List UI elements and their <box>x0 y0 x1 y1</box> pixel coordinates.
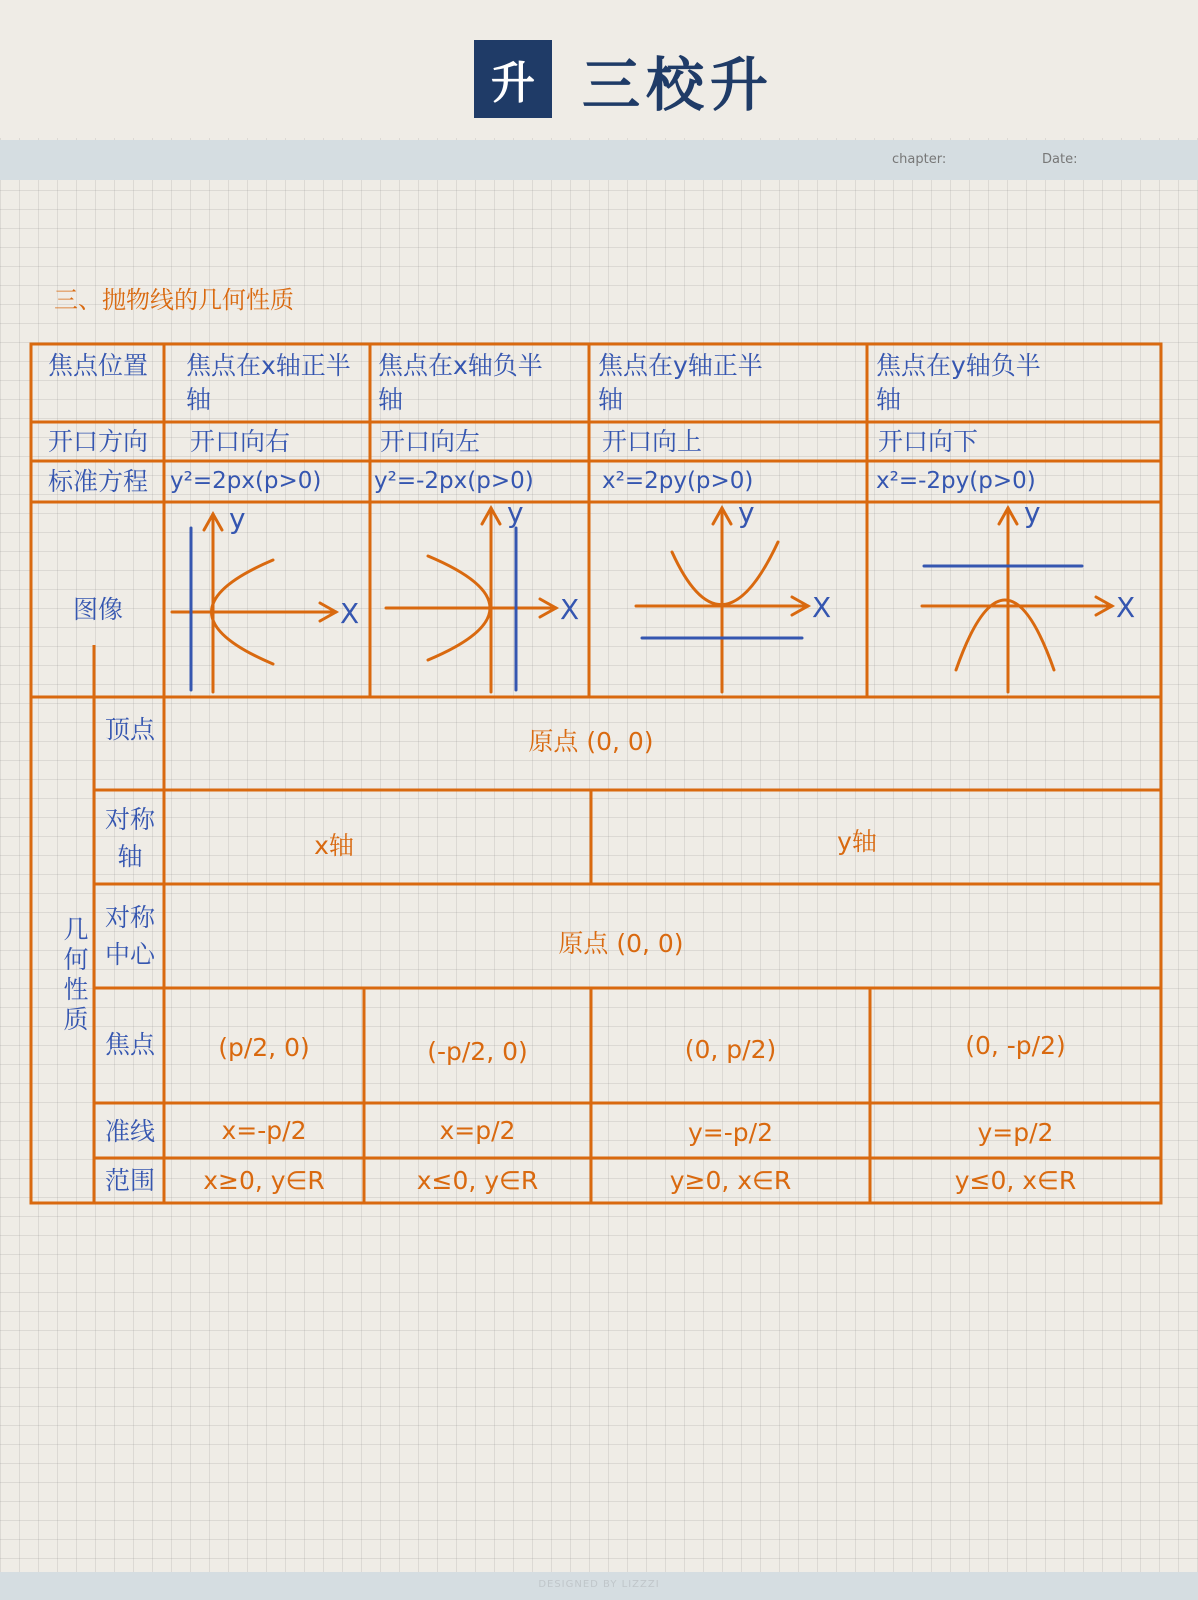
graph3-y-label: y <box>738 496 755 529</box>
graph2-x-label: X <box>560 593 580 626</box>
label-focus: 焦点 <box>104 1030 155 1059</box>
graph1-y-label: y <box>229 502 246 535</box>
col1-equation: y²=2px(p>0) <box>170 468 322 495</box>
col3-range: y≥0, x∈R <box>669 1166 792 1195</box>
graph1-x-label: X <box>340 597 360 630</box>
col4-focus: (0, -p/2) <box>965 1031 1066 1060</box>
col4-opening: 开口向下 <box>878 427 979 456</box>
col3-focus: (0, p/2) <box>684 1035 777 1064</box>
col2-focus: (-p/2, 0) <box>427 1037 528 1066</box>
symmetry-center-value: 原点 (0, 0) <box>558 929 684 958</box>
label-vertex: 顶点 <box>104 715 155 744</box>
label-geometric-properties: 几何性质 <box>63 915 89 1034</box>
graph4-parabola <box>956 600 1054 670</box>
col2-directrix: x=p/2 <box>439 1116 516 1145</box>
col4-equation: x²=-2py(p>0) <box>876 468 1036 495</box>
label-equation: 标准方程 <box>47 467 148 496</box>
brand-name: 三校升 <box>582 51 775 119</box>
label-symmetry-center: 对称中心 <box>104 902 155 969</box>
label-symmetry-axis: 对称轴 <box>104 804 155 871</box>
footer <box>0 1572 1198 1600</box>
graph3-parabola <box>672 542 778 605</box>
col1-focus: (p/2, 0) <box>218 1033 310 1062</box>
label-opening: 开口方向 <box>47 427 148 456</box>
graph3-x-label: X <box>812 591 832 624</box>
footer-credit: DESIGNED BY LIZZZI <box>538 1579 660 1590</box>
chapter-label: chapter: <box>892 152 947 167</box>
col4-directrix: y=p/2 <box>977 1118 1054 1147</box>
vertex-value: 原点 (0, 0) <box>528 727 654 756</box>
col3-focus-position: 焦点在y轴正半轴 <box>598 351 763 414</box>
graph2-y-label: y <box>507 496 524 529</box>
col3-directrix: y=-p/2 <box>688 1118 773 1147</box>
col2-equation: y²=-2px(p>0) <box>374 468 534 495</box>
graph4-x-label: X <box>1116 591 1136 624</box>
col2-opening: 开口向左 <box>380 427 481 456</box>
col4-range: y≤0, x∈R <box>954 1166 1077 1195</box>
col2-focus-position: 焦点在x轴负半轴 <box>378 351 543 414</box>
logo-mark: 升 <box>474 40 552 118</box>
col3-equation: x²=2py(p>0) <box>602 468 754 495</box>
date-label: Date: <box>1042 152 1078 167</box>
label-range: 范围 <box>104 1166 155 1195</box>
label-directrix: 准线 <box>104 1117 155 1146</box>
symmetry-axis-y: y轴 <box>837 827 877 856</box>
col2-range: x≤0, y∈R <box>416 1166 539 1195</box>
col3-opening: 开口向上 <box>602 427 703 456</box>
col1-range: x≥0, y∈R <box>203 1166 325 1195</box>
section-title: 三、抛物线的几何性质 <box>54 286 294 314</box>
col4-focus-position: 焦点在y轴负半轴 <box>876 351 1041 414</box>
graph4-y-label: y <box>1024 496 1041 529</box>
label-graph: 图像 <box>72 595 123 624</box>
col1-focus-position: 焦点在x轴正半轴 <box>186 351 351 414</box>
symmetry-axis-x: x轴 <box>314 831 354 860</box>
label-focus-position: 焦点位置 <box>47 351 148 380</box>
col1-directrix: x=-p/2 <box>221 1116 307 1145</box>
col1-opening: 开口向右 <box>190 427 291 456</box>
